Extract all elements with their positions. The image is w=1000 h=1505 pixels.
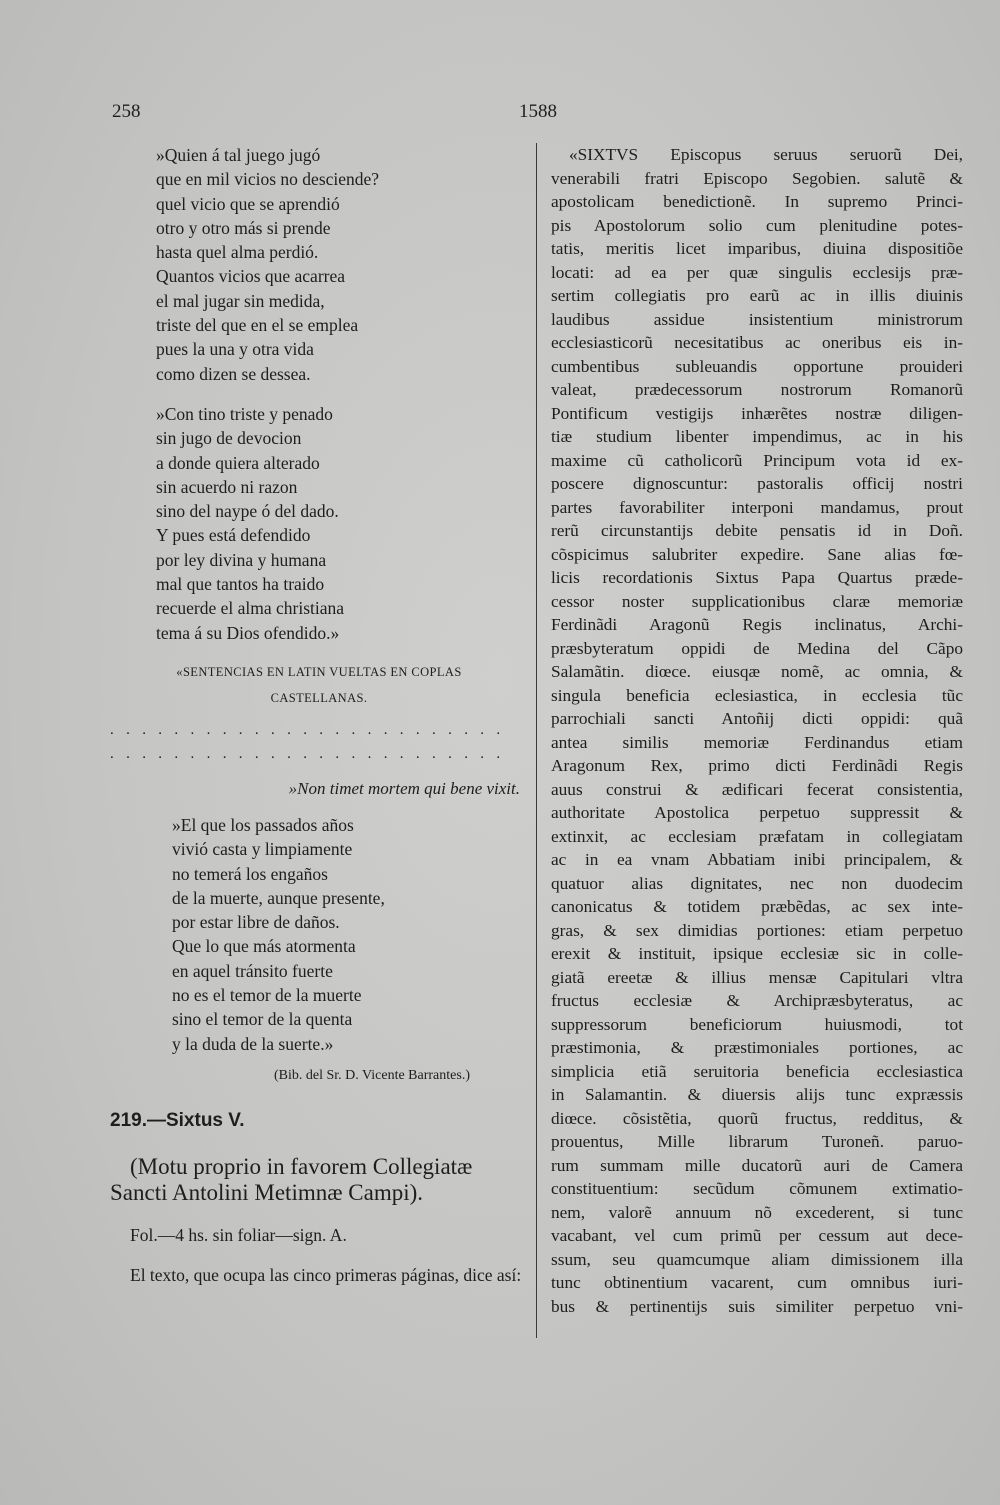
verse-line: Quantos vicios que acarrea — [156, 266, 346, 287]
verse-line: sino del naype ó del dado. — [156, 501, 339, 522]
verse-line: no temerá los engaños — [172, 863, 328, 884]
source-citation: (Bib. del Sr. D. Vicente Barrantes.) — [273, 1067, 470, 1083]
verse-line: de la muerte, aunque presente, — [172, 887, 385, 908]
verse-line: vivió casta y limpiamente — [172, 839, 353, 860]
section-title-line-1: «SENTENCIAS EN LATIN VUELTAS EN COPLAS — [176, 664, 462, 679]
latin-text-line: ac in ea vnam Abbatiam inibi principalem, & — [551, 850, 963, 869]
entry-title-line-2: Sancti Antolini Metimnæ Campi). — [110, 1179, 424, 1205]
latin-text-line: authoritate Apostolica perpetuo suppressit & — [551, 803, 963, 822]
left-column — [110, 143, 528, 1287]
verse-line: y la duda de la suerte.» — [172, 1033, 334, 1054]
latin-text-line: tiæ studium libenter impendimus, ac in his — [551, 427, 963, 446]
latin-text-line: ecclesiasticorũ necesitatibus ac oneribus eis in- — [551, 333, 963, 352]
verse-line: el mal jugar sin medida, — [156, 290, 325, 311]
verse-line: mal que tantos ha traido — [156, 574, 325, 595]
latin-text-line: canonicatus & totidem præbẽdas, ac sex inte- — [551, 897, 963, 916]
verse-line: como dizen se dessea. — [156, 363, 311, 384]
header-year: 1588 — [519, 101, 557, 122]
stanza-3 — [110, 813, 528, 1056]
latin-text-line: cumbentibus subleuandis opportune prouideri — [551, 356, 963, 376]
latin-text-line: præstimonia, & præstimoniales portiones, ac — [551, 1038, 963, 1057]
verse-line: por estar libre de daños. — [172, 912, 340, 933]
ellipsis-line-2: . . . . . . . . . . . . . . . . . . . . . . . . . — [110, 745, 505, 762]
latin-text-line: tatis, meritis licet imparibus, diuina dispositiõe — [551, 239, 963, 258]
entry-heading: 219.—Sixtus V. — [110, 1109, 245, 1131]
verse-line: triste del que en el se emplea — [156, 315, 359, 336]
latin-text-line: Ferdinãdi Aragonũ Regis inclinatus, Archi- — [551, 615, 963, 634]
entry-title — [110, 1154, 528, 1206]
latin-text-line: parrochiali sancti Antoñij dicti oppidi: quã — [551, 709, 963, 728]
verse-line: sino el temor de la quenta — [172, 1009, 353, 1030]
latin-text-line: nem, valorẽ annuum nõ excederent, si tunc — [551, 1202, 963, 1222]
verse-line: quel vicio que se aprendió — [156, 193, 340, 214]
latin-text-line: ssum, seu quamcumque aliam dimissionem illa — [551, 1249, 963, 1269]
latin-text-line: in Salamantin. & diuersis alijs tunc expræssis — [551, 1085, 963, 1104]
latin-text-line: suppressorum beneficiorum huiusmodi, tot — [551, 1014, 963, 1034]
section-title — [110, 659, 528, 711]
latin-text-line: vacabant, vel cum primũ per cessum aut dece- — [551, 1226, 963, 1245]
section-title-line-2: CASTELLANAS. — [270, 690, 368, 705]
latin-text-line: cõspicimus salubriter expedire. Sane alias fœ- — [551, 544, 963, 564]
latin-text-line: Aragonum Rex, primo dicti Ferdinãdi Regis — [551, 756, 963, 775]
verse-line: pues la una y otra vida — [156, 339, 314, 360]
latin-text-line: bus & pertinentijs suis similiter perpetuo vni- — [551, 1296, 963, 1316]
entry-title-line-1: (Motu proprio in favorem Collegiatæ — [130, 1153, 473, 1179]
verse-line: en aquel tránsito fuerte — [172, 960, 333, 981]
latin-text-line: præsbyteratum oppidi de Medina del Cãpo — [551, 638, 963, 658]
verse-line: Y pues está defendido — [156, 525, 311, 546]
latin-text-line: prouentus, Mille librarum Turoneñ. paruo- — [551, 1132, 963, 1151]
latin-text-line: maxime cũ catholicorũ Principum vota id ex- — [551, 450, 963, 470]
latin-text-line: sertim collegiatis pro earũ ac in illis diuinis — [551, 286, 963, 305]
verse-line: no es el temor de la muerte — [172, 985, 362, 1006]
latin-text-line: partes favorabiliter interponi mandamus, prout — [551, 497, 963, 517]
latin-text-line: auus construi & ædificari fecerat consistentia, — [551, 779, 963, 799]
latin-text-line: cessor noster supplicationibus claræ memoriæ — [551, 591, 963, 611]
latin-text-line: Salamãtin. diœce. eiusqæ nomẽ, ac omnia, & — [551, 662, 963, 681]
verse-line: Que lo que más atormenta — [172, 936, 356, 957]
latin-text-line: «SIXTVS Episcopus seruus seruorũ Dei, — [569, 145, 963, 164]
verse-line: »Quien á tal juego jugó — [156, 145, 321, 165]
latin-text-line: licis recordationis Sixtus Papa Quartus præde- — [551, 568, 963, 587]
latin-text-line: gras, & sex dimidias portiones: etiam perpetuo — [551, 920, 963, 940]
verse-line: a donde quiera alterado — [156, 452, 320, 473]
verse-line: tema á su Dios ofendido.» — [156, 622, 340, 643]
column-divider — [536, 143, 537, 1338]
right-column-latin-text — [551, 143, 963, 1318]
latin-text-line: rerũ circunstantijs debite pensatis id in Doñ. — [551, 521, 963, 540]
latin-text-line: simplicia etiã seruitoria beneficia ecclesiastica — [551, 1061, 963, 1081]
latin-text-line: fructus ecclesiæ & Archipræsbyteratus, ac — [551, 991, 963, 1010]
latin-text-line: locati: ad ea per quæ singulis ecclesijs præ- — [551, 262, 963, 282]
latin-text-line: giatã ereetæ & illius mensæ Capitulari vltra — [551, 967, 963, 987]
verse-line: recuerde el alma christiana — [156, 598, 345, 619]
latin-text-line: constituentium: secũdum cõmunem extimatio- — [551, 1179, 963, 1198]
latin-text-line: singula beneficia eclesiastica, in ecclesia tũc — [551, 685, 963, 705]
latin-text-line: quatuor alias dignitates, nec non duodecim — [551, 873, 963, 893]
latin-text-line: apostolicam benedictionẽ. In supremo Princi- — [551, 192, 963, 211]
latin-text-line: laudibus assidue insistentium ministrorum — [551, 309, 963, 329]
verse-line: que en mil vicios no desciende? — [156, 169, 380, 190]
latin-text-line: erexit & instituit, ipsique ecclesiæ sic in colle- — [551, 944, 963, 963]
stanza-1 — [110, 143, 528, 386]
ellipsis-line-1: . . . . . . . . . . . . . . . . . . . . . . . . . — [110, 721, 505, 738]
latin-text-line: extinxit, ac ecclesiam præfatam in collegiatam — [551, 826, 963, 846]
latin-text-line: pis Apostolorum solio cum plenitudine potes- — [551, 215, 963, 235]
page-number: 258 — [112, 101, 141, 122]
latin-text-line: Pontificum vestigijs inhærẽtes nostræ diligen- — [551, 403, 963, 423]
latin-text-line: venerabili fratri Episcopo Segobien. salutẽ & — [551, 168, 963, 188]
verse-line: por ley divina y humana — [156, 549, 327, 570]
latin-text-line: poscere dignoscuntur: pastoralis officij nostri — [551, 474, 963, 493]
entry-description: Fol.—4 hs. sin foliar—sign. A. — [130, 1224, 347, 1245]
verse-line: otro y otro más si prende — [156, 217, 331, 238]
verse-line: sin jugo de devocion — [156, 428, 302, 449]
verse-line: »El que los passados años — [172, 814, 354, 835]
latin-text-line: diœce. cõsistẽtia, quorũ fructus, redditus, & — [551, 1108, 963, 1128]
verse-line: sin acuerdo ni razon — [156, 476, 298, 497]
latin-text-line: valeat, prædecessorum nostrorum Romanorũ — [551, 380, 963, 399]
verse-line: »Con tino triste y penado — [156, 403, 333, 424]
entry-text: El texto, que ocupa las cinco primeras páginas, dice así: — [130, 1264, 522, 1285]
latin-text-line: tunc obtinentium vacarent, cum omnibus iuri- — [551, 1273, 963, 1292]
epigraph: »Non timet mortem qui bene vixit. — [288, 778, 520, 798]
stanza-2 — [110, 402, 528, 645]
latin-text-line: rum summam mille ducatorũ auri de Camera — [551, 1155, 963, 1175]
latin-text-line: antea similis memoriæ Ferdinandus etiam — [551, 732, 963, 752]
verse-line: hasta quel alma perdió. — [156, 242, 319, 263]
